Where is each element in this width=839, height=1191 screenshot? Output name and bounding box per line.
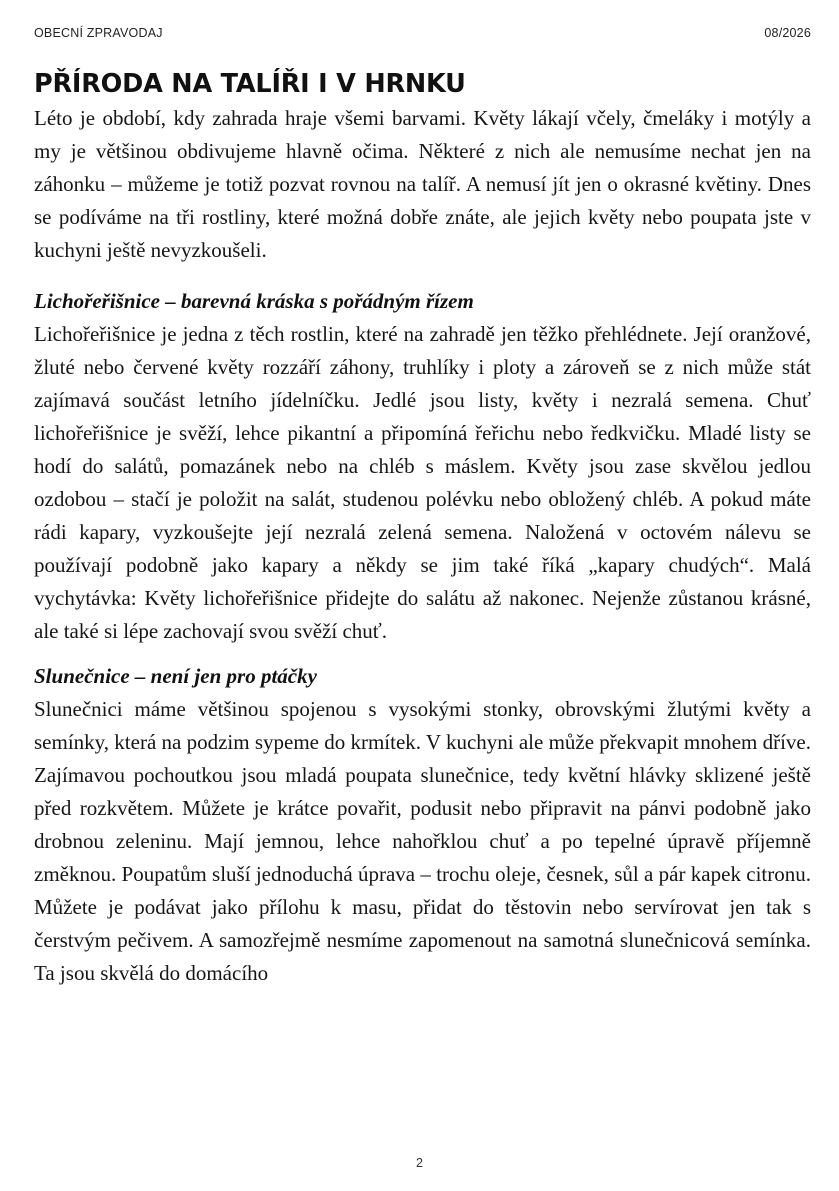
section-heading: Slunečnice – není jen pro ptáčky: [34, 664, 317, 688]
section-text: Slunečnici máme většinou spojenou s vysokými stonky, obrovskými žlutými květy a semínky, která na podzim sypeme do krmítek. V kuchyni ale může překvapit mnohem dříve. Zajímavou pochoutkou jsou mladá poupata slunečnice, tedy květní hlávky sklizené ještě před rozkvětem. Můžete je krátce povařit, podusit nebo připravit na pánvi podobně jako drobnou zeleninu. Mají jemnou, lehce nahořklou chuť a po tepelné úpravě příjemně změknou. Poupatům sluší jednoduchá úprava – trochu oleje, česnek, sůl a pár kapek citronu. Můžete je podávat jako přílohu k masu, přidat do těstovin nebo servírovat jen tak s čerstvým pečivem. A samozřejmě nesmíme zapomenout na samotná slunečnicová semínka. Ta jsou skvělá do domácího: [34, 697, 811, 985]
publication-name: OBECNÍ ZPRAVODAJ: [34, 26, 163, 40]
article-title: PŘÍRODA NA TALÍŘI I V HRNKU: [34, 69, 466, 99]
section-heading: Lichořeřišnice – barevná kráska s pořádným řízem: [34, 289, 474, 313]
article-intro: Léto je období, kdy zahrada hraje všemi barvami. Květy lákají včely, čmeláky i motýly a my je většinou obdivujeme hlavně očima. Některé z nich ale nemusíme nechat jen na záhonku – můžeme je totiž pozvat rovnou na talíř. A nemusí jít jen o okrasné květiny. Dnes se podíváme na tři rostliny, které možná dobře znáte, ale jejich květy nebo poupata jste v kuchyni ještě nevyzkoušeli.: [34, 106, 811, 262]
section-sunflower: [34, 660, 811, 990]
issue-number: 08/2026: [764, 26, 811, 40]
page-number: 2: [416, 1156, 423, 1170]
section-nasturtium: [34, 285, 811, 648]
running-header: [34, 26, 811, 40]
article: [34, 66, 811, 1002]
section-text: Lichořeřišnice je jedna z těch rostlin, které na zahradě jen těžko přehlédnete. Její oranžové, žluté nebo červené květy rozzáří záhony, truhlíky i ploty a zároveň se z nich může stát zajímavá součást letního jídelníčku. Jedlé jsou listy, květy i nezralá semena. Chuť lichořeřišnice je svěží, lehce pikantní a připomíná řeřichu nebo ředkvičku. Mladé listy se hodí do salátů, pomazánek nebo na chléb s máslem. Květy jsou zase skvělou jedlou ozdobou – stačí je položit na salát, studenou polévku nebo obložený chléb. A pokud máte rádi kapary, vyzkoušejte její nezralá zelená semena. Naložená v octovém nálevu se používají podobně jako kapary a někdy se jim také říká „kapary chudých“. Malá vychytávka: Květy lichořeřišnice přidejte do salátu až nakonec. Nejenže zůstanou krásné, ale také si lépe zachovají svou svěží chuť.: [34, 322, 811, 643]
